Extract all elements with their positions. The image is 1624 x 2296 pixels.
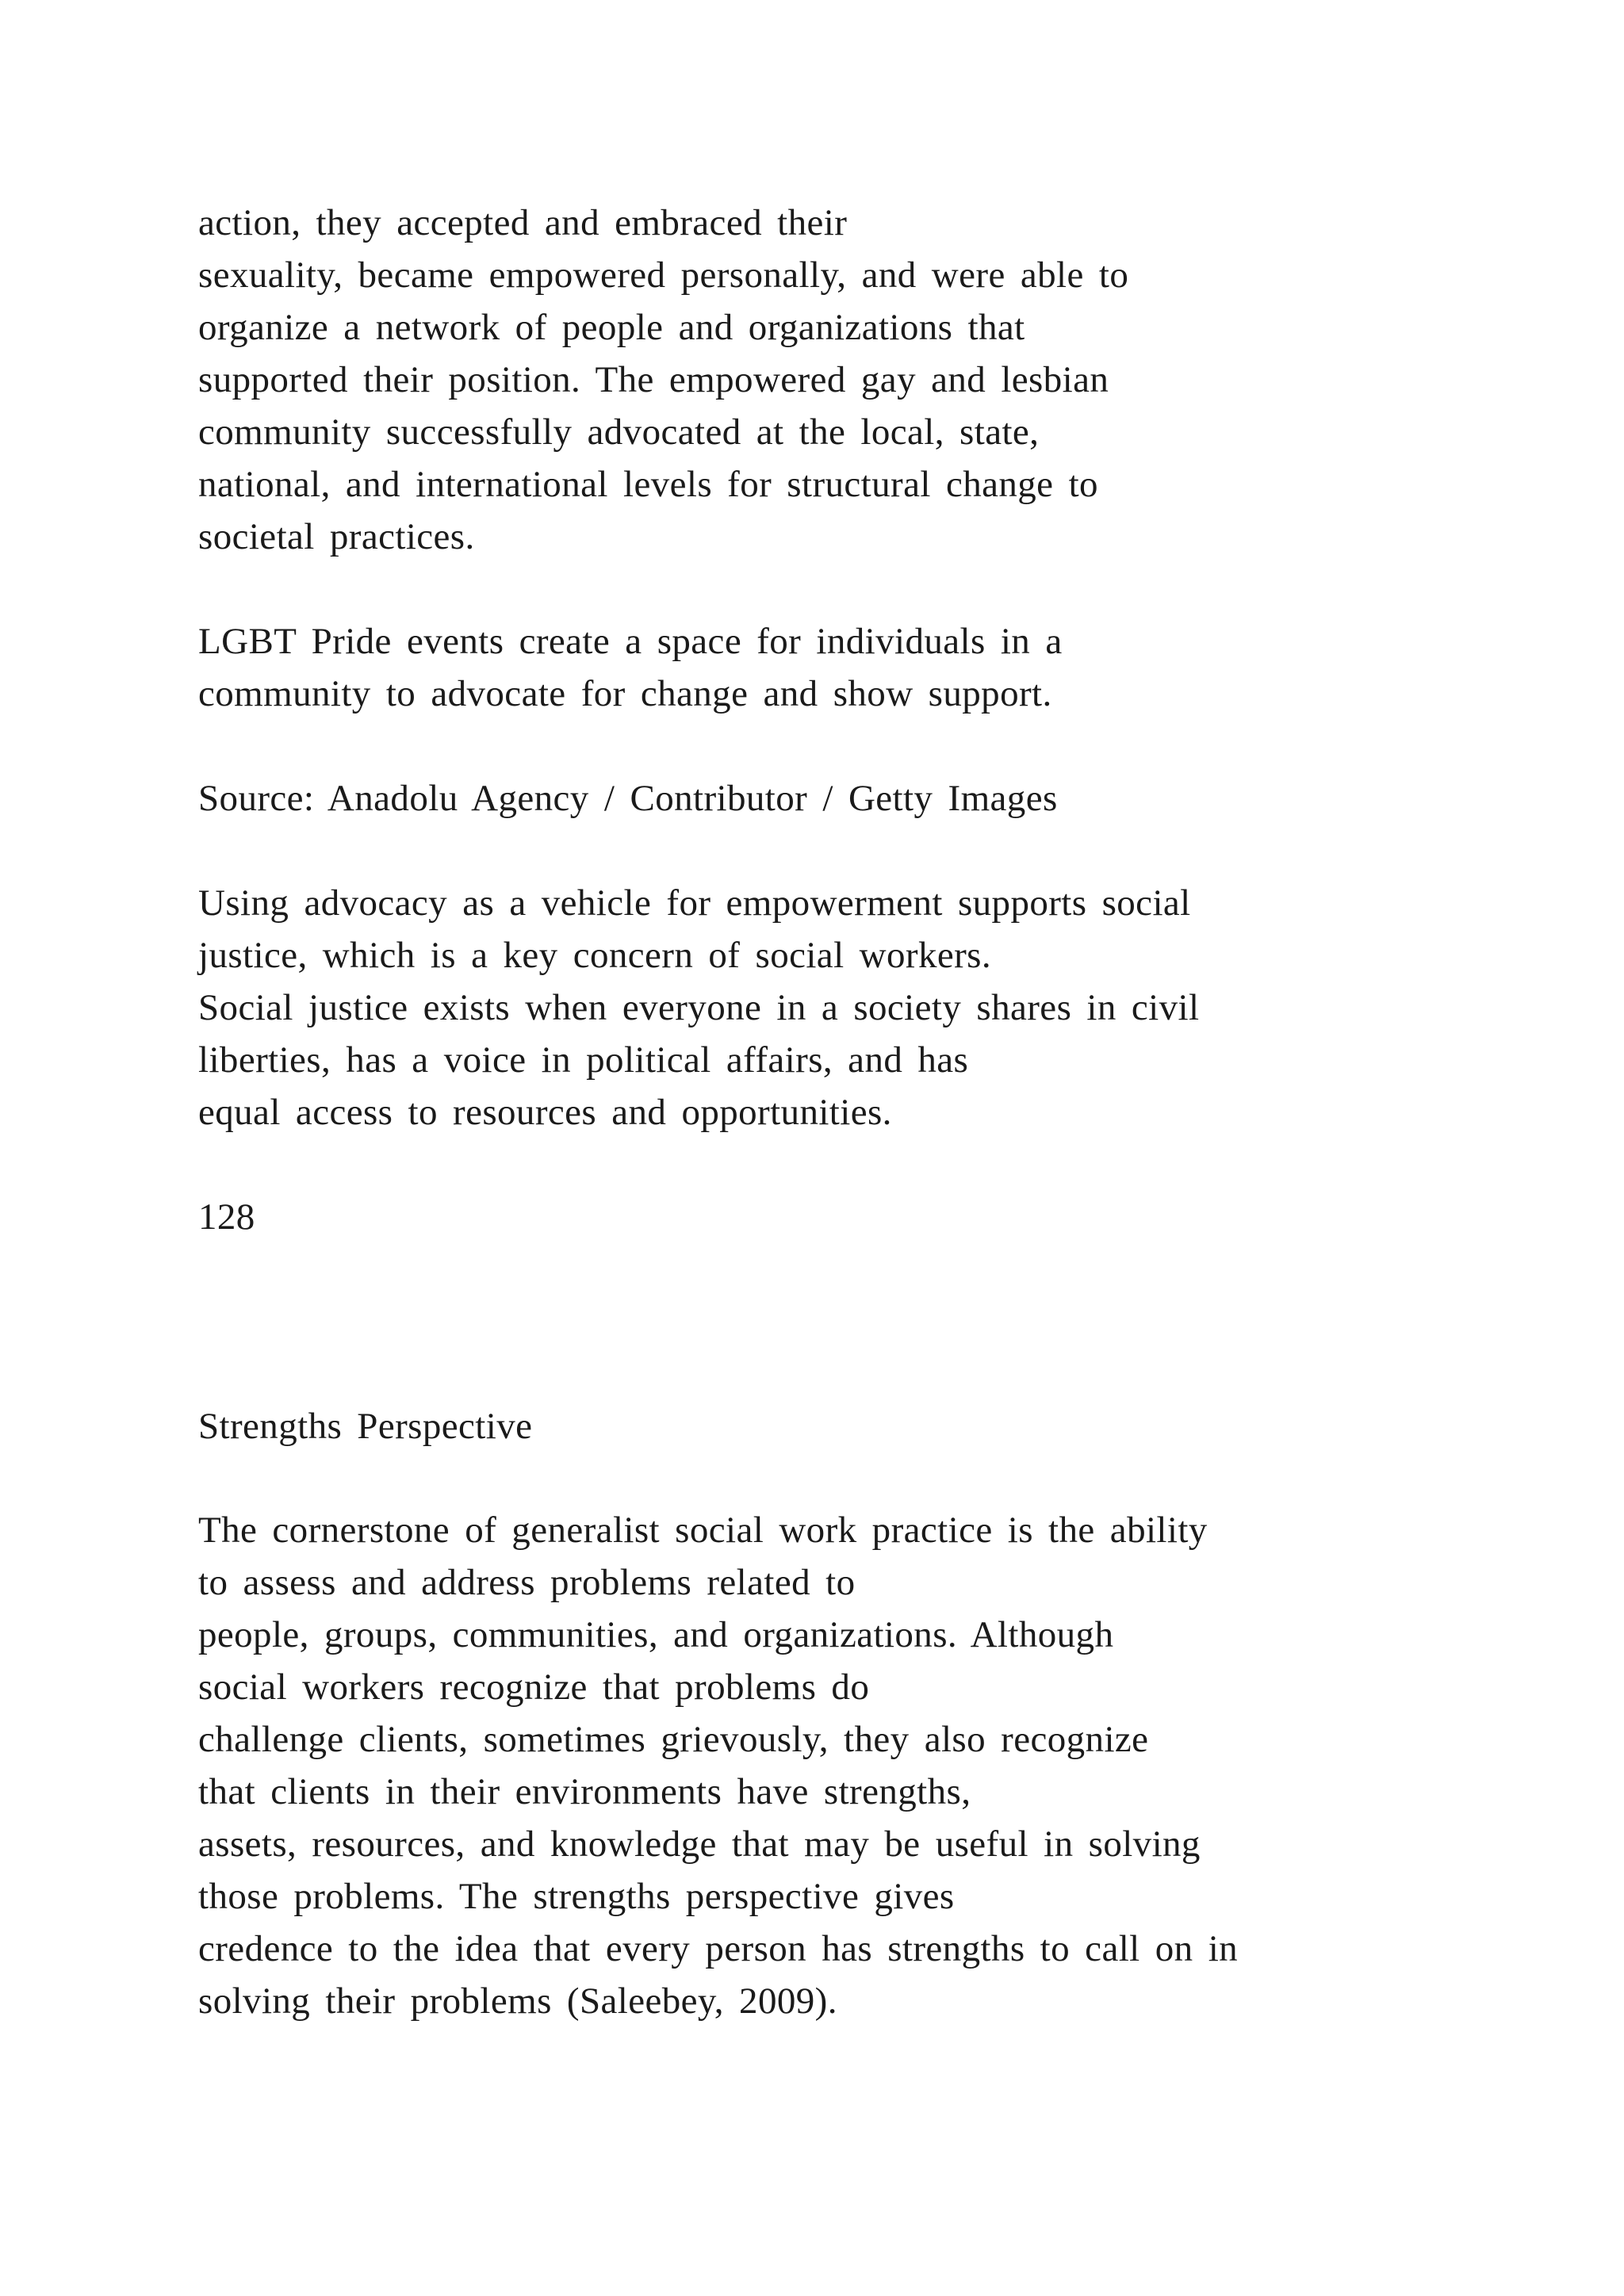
- text-line: solving their problems (Saleebey, 2009).: [198, 1980, 837, 2022]
- text-line: societal practices.: [198, 516, 475, 557]
- caption-line: LGBT Pride events create a space for individuals in a: [198, 621, 1063, 662]
- text-line: Using advocacy as a vehicle for empowerment supports social: [198, 882, 1191, 924]
- text-line: organize a network of people and organizations that: [198, 307, 1025, 348]
- photo-source-credit: [198, 772, 1499, 825]
- text-line: assets, resources, and knowledge that may be useful in solving: [198, 1823, 1201, 1865]
- text-line: justice, which is a key concern of social workers.: [198, 935, 992, 976]
- text-line: action, they accepted and embraced their: [198, 202, 848, 243]
- text-line: to assess and address problems related to: [198, 1562, 856, 1603]
- page-number-text: 128: [198, 1196, 255, 1238]
- text-line: national, and international levels for structural change to: [198, 464, 1098, 505]
- paragraph-social-justice: [198, 877, 1499, 1138]
- text-line: equal access to resources and opportunities.: [198, 1092, 892, 1133]
- page-number: [198, 1191, 1499, 1243]
- text-line: those problems. The strengths perspective gives: [198, 1876, 955, 1917]
- paragraph-advocacy-outcomes: [198, 197, 1499, 563]
- text-line: sexuality, became empowered personally, and were able to: [198, 254, 1129, 296]
- section-heading: [198, 1400, 1499, 1452]
- text-line: credence to the idea that every person has strengths to call on in: [198, 1928, 1239, 1969]
- caption-line: community to advocate for change and show support.: [198, 673, 1052, 714]
- section-heading-text: Strengths Perspective: [198, 1406, 533, 1447]
- paragraph-strengths-perspective: [198, 1504, 1499, 2027]
- photo-caption: [198, 615, 1499, 720]
- text-line: supported their position. The empowered gay and lesbian: [198, 359, 1109, 400]
- text-line: The cornerstone of generalist social work practice is the ability: [198, 1510, 1208, 1551]
- text-line: people, groups, communities, and organizations. Although: [198, 1614, 1114, 1655]
- text-line: that clients in their environments have strengths,: [198, 1771, 971, 1812]
- text-line: challenge clients, sometimes grievously, they also recognize: [198, 1719, 1149, 1760]
- text-line: liberties, has a voice in political affairs, and has: [198, 1039, 969, 1081]
- text-line: community successfully advocated at the local, state,: [198, 411, 1040, 453]
- text-line: Social justice exists when everyone in a society shares in civil: [198, 987, 1200, 1028]
- source-line: Source: Anadolu Agency / Contributor / Getty Images: [198, 778, 1058, 819]
- text-line: social workers recognize that problems do: [198, 1667, 870, 1708]
